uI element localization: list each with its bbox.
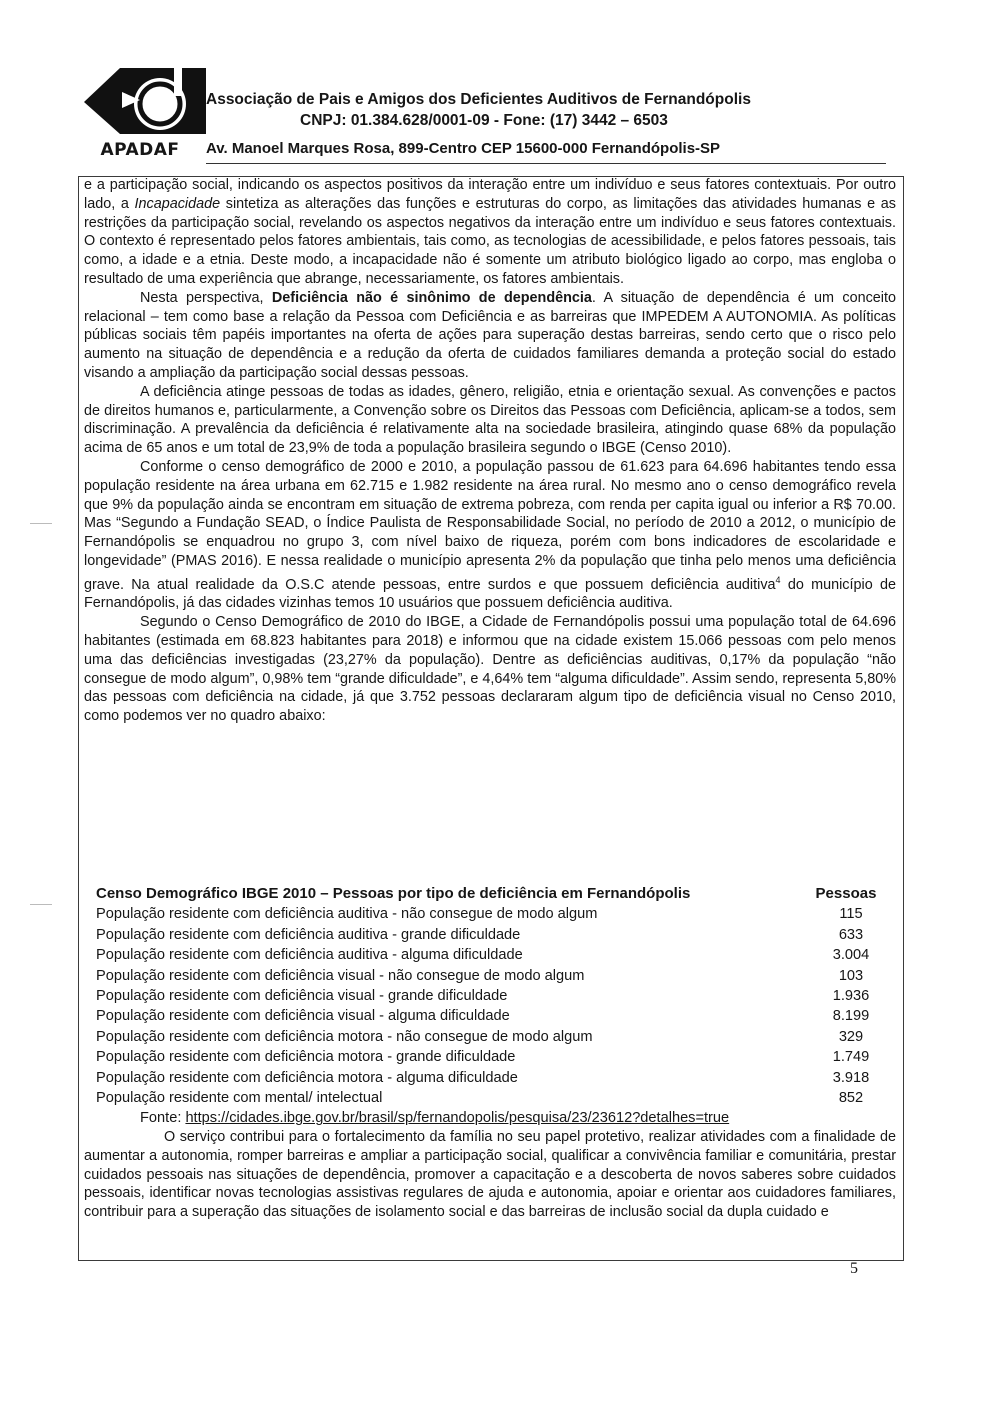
logo-text: APADAF bbox=[100, 140, 180, 160]
page-number: 5 bbox=[850, 1260, 858, 1277]
scan-mark bbox=[30, 904, 52, 905]
closing-section bbox=[84, 1128, 896, 1222]
org-name: Associação de Pais e Amigos dos Deficientes Auditivos de Fernandópolis bbox=[206, 91, 751, 108]
table-row bbox=[96, 1006, 886, 1026]
row-value: 115 bbox=[839, 906, 863, 923]
paragraph bbox=[84, 176, 896, 289]
text-run: Conforme o censo demográfico de 2000 e 2010, a população passou de 61.623 para 64.696 habitantes tendo essa população residente na área urbana em 62.715 e 1.982 residente na área rural. No mesmo ano o censo demográfico revela que 9% da população ainda se encontram em situação de extrema pobreza, com renda per capita igual ou inferior a R$ 70.00. Mas “Segundo a Fundação SEAD, o Índice Paulista de Responsabilidade Social, no período de 2010 a 2012, o município de Fernandópolis se enquadrou no grupo 3, com nível baixo de riqueza, porém com bons indicadores de escolaridade e longevidade” (PMAS 2016). E nessa realidade o município apresenta 2% da população que tinha pelo menos uma deficiência grave. Na atual realidade da O.S.C atende pessoas, entre surdos e que possuem deficiência auditiva bbox=[84, 458, 896, 593]
row-label: População residente com deficiência auditiva - alguma dificuldade bbox=[96, 947, 523, 964]
table-title: Censo Demográfico IBGE 2010 – Pessoas por tipo de deficiência em Fernandópolis bbox=[96, 885, 691, 902]
row-label: População residente com deficiência visual - grande dificuldade bbox=[96, 988, 508, 1005]
text-run: 4 bbox=[775, 574, 781, 585]
row-label: População residente com deficiência visual - alguma dificuldade bbox=[96, 1008, 510, 1025]
text-run: A deficiência atinge pessoas de todas as idades, gênero, religião, etnia e orientação sexual. As convenções e pactos de direitos humanos e, particularmente, a Convenção sobre os Direitos das Pessoas com Deficiência, aplicam-se a todos, sem discriminação. A prevalência da deficiência é relativamente alta na sociedade brasileira, atingindo quase 68% da população acima de 65 anos e um total de 23,9% de toda a população brasileira segundo o IBGE (Censo 2010). bbox=[84, 383, 896, 457]
census-table bbox=[96, 884, 886, 1129]
table-value-header: Pessoas bbox=[815, 885, 877, 902]
text-run: Segundo o Censo Demográfico de 2010 do IBGE, a Cidade de Fernandópolis possui uma população total de 64.696 habitantes (estimada em 68.823 habitantes para 2018) e informou que na cidade existem 15.066 pessoas com pelo menos uma das deficiências investigadas (23,27% da população). Dentre as deficiências auditivas, 0,17% da população “não consegue de modo algum”, 0,98% tem “grande dificuldade”, e 4,64% tem “alguma dificuldade”. Assim sendo, representa 5,80% das pessoas com deficiência na cidade, já que 3.752 pessoas declararam algum tipo de deficiência visual no Censo 2010, como podemos ver no quadro abaixo: bbox=[84, 614, 896, 725]
text-run: . A situação de dependência é um conceito relacional – tem como base a relação da Pessoa com Deficiência e as barreiras que IMPEDEM A AUTONOMIA. As políticas públicas sociais têm papéis importantes na oferta de ações para superação destas barreiras, sendo certo que o risco pelo aumento na situação de dependência e a redução da oferta de cuidados familiares demanda a proteção social do estado visando a ampliação da participação social dessas pessoas. bbox=[84, 289, 896, 381]
source-label: Fonte: bbox=[140, 1110, 186, 1127]
row-value: 103 bbox=[838, 967, 864, 984]
org-address: Av. Manoel Marques Rosa, 899-Centro CEP 15600-000 Fernandópolis-SP bbox=[206, 140, 721, 157]
row-label: População residente com mental/ intelectual bbox=[96, 1090, 383, 1107]
table-rows bbox=[96, 904, 886, 1108]
header-divider bbox=[206, 163, 886, 164]
scan-mark bbox=[30, 523, 52, 524]
row-value: 8.199 bbox=[832, 1008, 870, 1025]
table-source bbox=[140, 1108, 886, 1128]
row-value: 329 bbox=[838, 1028, 864, 1045]
row-value: 3.004 bbox=[832, 947, 870, 964]
text-run: e a participação social, indicando os aspectos positivos da interação entre um indivíduo e seus fatores contextuais. Por outro lado, a bbox=[84, 177, 896, 212]
table-row bbox=[96, 1088, 886, 1108]
row-value: 1.749 bbox=[832, 1049, 870, 1066]
text-run: do município de Fernandópolis, já das cidades vizinhas temos 10 usuários que possuem deficiência auditiva. bbox=[84, 576, 896, 612]
row-label: População residente com deficiência auditiva - grande dificuldade bbox=[96, 926, 521, 943]
paragraph bbox=[84, 458, 896, 613]
row-label: População residente com deficiência visual - não consegue de modo algum bbox=[96, 967, 585, 984]
closing-paragraph: O serviço contribui para o fortalecimento da família no seu papel protetivo, realizar atividades com a finalidade de aumentar a autonomia, romper barreiras e ampliar a participação social, qualificar a convivência familiar e comunitária, prestar cuidados pessoais nas situações de dependência, promover a capacitação e a descoberta de novos saberes sobre cuidados pessoais, identificar novas tecnologias assistivas regulares de ajuda e autonomia, apoiar e orientar aos cuidadores familiares, contribuir para a superação das situações de isolamento social e das barreiras de inclusão social da dupla cuidado e bbox=[84, 1129, 896, 1221]
source-link[interactable]: https://cidades.ibge.gov.br/brasil/sp/fernandopolis/pesquisa/23/23612?detalhes=true bbox=[185, 1110, 730, 1127]
text-run: Incapacidade bbox=[134, 195, 221, 212]
table-row bbox=[96, 1068, 886, 1088]
cnpj-phone: CNPJ: 01.384.628/0001-09 - Fone: (17) 3442 – 6503 bbox=[300, 112, 668, 129]
row-value: 633 bbox=[838, 926, 864, 943]
row-value: 3.918 bbox=[832, 1069, 870, 1086]
document-body bbox=[84, 176, 896, 726]
text-run: Nesta perspectiva, bbox=[140, 289, 272, 306]
row-label: População residente com deficiência motora - alguma dificuldade bbox=[96, 1069, 518, 1086]
row-label: População residente com deficiência auditiva - não consegue de modo algum bbox=[96, 906, 598, 923]
paragraph bbox=[84, 289, 896, 383]
row-label: População residente com deficiência motora - não consegue de modo algum bbox=[96, 1028, 593, 1045]
table-row bbox=[96, 966, 886, 986]
row-value: 1.936 bbox=[832, 988, 870, 1005]
table-row bbox=[96, 1027, 886, 1047]
table-row bbox=[96, 925, 886, 945]
table-row bbox=[96, 945, 886, 965]
paragraph bbox=[84, 383, 896, 458]
table-row bbox=[96, 1047, 886, 1067]
text-run: Deficiência não é sinônimo de dependência bbox=[271, 289, 592, 306]
paragraph bbox=[84, 613, 896, 726]
table-header bbox=[96, 884, 886, 904]
table-row bbox=[96, 904, 886, 924]
text-run: sintetiza as alterações das funções e estruturas do corpo, as limitações das atividades humanas e as restrições da participação social, revelando os aspectos negativos da interação entre um indivíduo e seus fatores contextuais. O contexto é representado pelos fatores ambientais, tais como, as tecnologias de acessibilidade, e pelos fatores pessoais, tais como, a idade e a etnia. Deste modo, a incapacidade não é somente um atributo biológico ligado ao corpo, mas engloba o resultado de uma experiência que abrange, necessariamente, os fatores ambientais. bbox=[84, 195, 896, 287]
row-value: 852 bbox=[838, 1090, 864, 1107]
row-label: População residente com deficiência motora - grande dificuldade bbox=[96, 1049, 516, 1066]
table-row bbox=[96, 986, 886, 1006]
